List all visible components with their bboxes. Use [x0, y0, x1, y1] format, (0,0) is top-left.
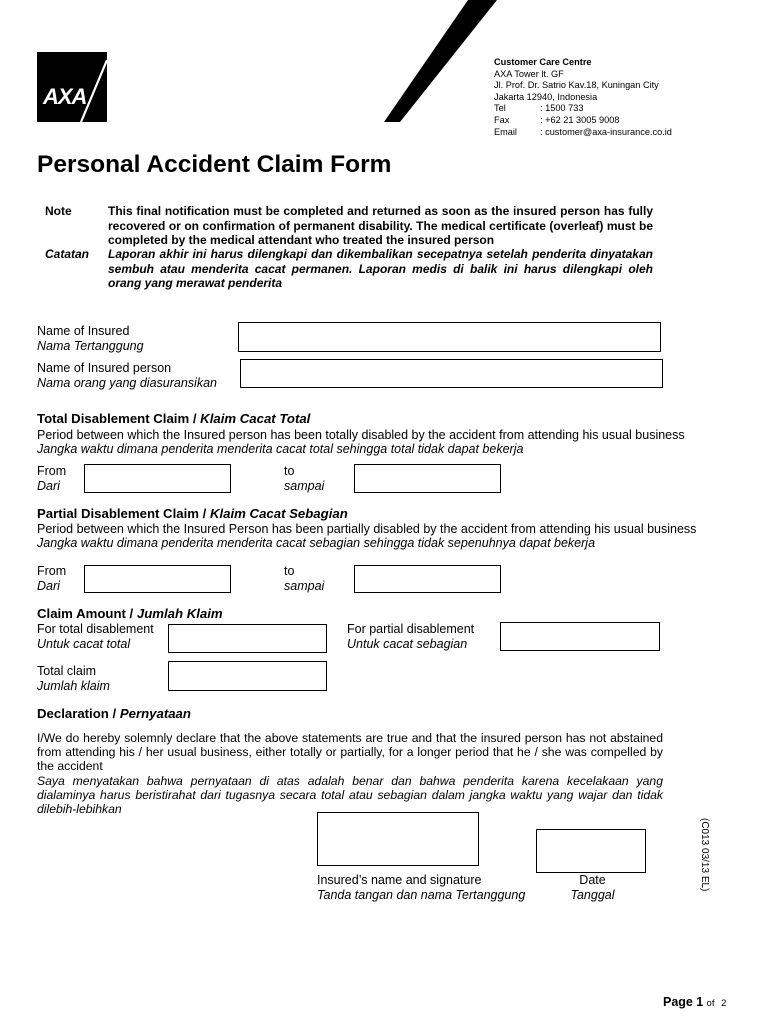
total-disablement-amount-label: For total disablement Untuk cacat total — [37, 622, 154, 651]
total-disablement-description: Period between which the Insured person has been totally disabled by the accident from attending his usual business Jangka waktu dimana penderita menderita cacat total sehingga total tidak dapat bekerja — [37, 428, 685, 457]
note-text: This final notification must be completed and returned as soon as the insured person has fully recovered or on confirmation of permanent disability. The medical certificate (overleaf) must be completed by the medical attendant who treated the insured person — [108, 204, 653, 248]
declaration-text: I/We do hereby solemnly declare that the above statements are true and that the insured person has not abstained from attending his / her usual business, either totally or partially, for a longer period that he / she was compelled by the accident Saya menyatakan bahwa pernyataan di atas adalah benar dan bahwa penderita karena kecelakaan yang dialaminya harus beristirahat dari tugasnya secara total atau sebagian dalam jangka waktu yang wajar dan tidak dilebih-lebihkan — [37, 731, 663, 817]
partial-to-label: to sampai — [284, 564, 325, 593]
logo-text: AXA — [43, 84, 87, 109]
page-title: Personal Accident Claim Form — [37, 151, 392, 178]
name-of-insured-label: Name of Insured Nama Tertanggung — [37, 324, 144, 353]
partial-disablement-amount-label: For partial disablement Untuk cacat sebagian — [347, 622, 475, 651]
name-of-insured-person-field[interactable] — [240, 359, 663, 388]
contact-tel: Tel : 1500 733 — [494, 103, 584, 114]
customer-care-contact — [494, 57, 672, 138]
name-of-insured-person-label: Name of Insured person Nama orang yang diasuransikan — [37, 361, 217, 390]
page-number: Page 1 of 2 — [663, 995, 727, 1009]
catatan-label: Catatan — [45, 247, 90, 261]
partial-disablement-description: Period between which the Insured Person has been partially disabled by the accident from attending his usual business Jangka waktu dimana penderita menderita cacat sebagian sehingga tidak sepenuhnya dapat bekerja — [37, 522, 697, 551]
note-label: Note — [45, 204, 72, 218]
contact-title: Customer Care Centre — [494, 57, 592, 67]
total-from-field[interactable] — [84, 464, 231, 493]
partial-disablement-heading: Partial Disablement Claim / Klaim Cacat Sebagian — [37, 506, 348, 521]
contact-address-line: Jakarta 12940, Indonesia — [494, 91, 598, 102]
declaration-heading: Declaration / Pernyataan — [37, 706, 191, 721]
total-claim-field[interactable] — [168, 661, 327, 691]
total-disablement-amount-field[interactable] — [168, 624, 327, 653]
total-claim-label: Total claim Jumlah klaim — [37, 664, 110, 693]
partial-from-label: From Dari — [37, 564, 67, 593]
partial-to-field[interactable] — [354, 565, 501, 593]
contact-address-line: AXA Tower lt. GF — [494, 68, 564, 79]
total-from-label: From Dari — [37, 464, 67, 493]
date-field[interactable] — [536, 829, 646, 873]
signature-field[interactable] — [317, 812, 479, 866]
signature-label: Insured’s name and signature Tanda tangan dan nama Tertanggung — [317, 873, 526, 902]
note-text-indonesian: Laporan akhir ini harus dilengkapi dan dikembalikan secepatnya setelah penderita dinyatakan sembuh atau menderita cacat permanen. Laporan medis di balik ini harus dilengkapi oleh orang yang merawat penderita — [108, 247, 653, 291]
partial-from-field[interactable] — [84, 565, 231, 593]
name-of-insured-field[interactable] — [238, 322, 661, 352]
total-to-field[interactable] — [354, 464, 501, 493]
contact-address-line: Jl. Prof. Dr. Satrio Kav.18, Kuningan City — [494, 80, 659, 91]
contact-fax: Fax : +62 21 3005 9008 — [494, 114, 620, 125]
claim-amount-heading: Claim Amount / Jumlah Klaim — [37, 606, 223, 621]
total-disablement-heading: Total Disablement Claim / Klaim Cacat Total — [37, 411, 311, 426]
partial-disablement-amount-field[interactable] — [500, 622, 660, 651]
axa-logo — [37, 52, 107, 122]
date-label: Date Tanggal — [570, 873, 615, 902]
total-to-label: to sampai — [284, 464, 325, 493]
contact-email: Email : customer@axa-insurance.co.id — [494, 126, 672, 137]
form-code: (C013 03/13 EL) — [699, 818, 710, 892]
